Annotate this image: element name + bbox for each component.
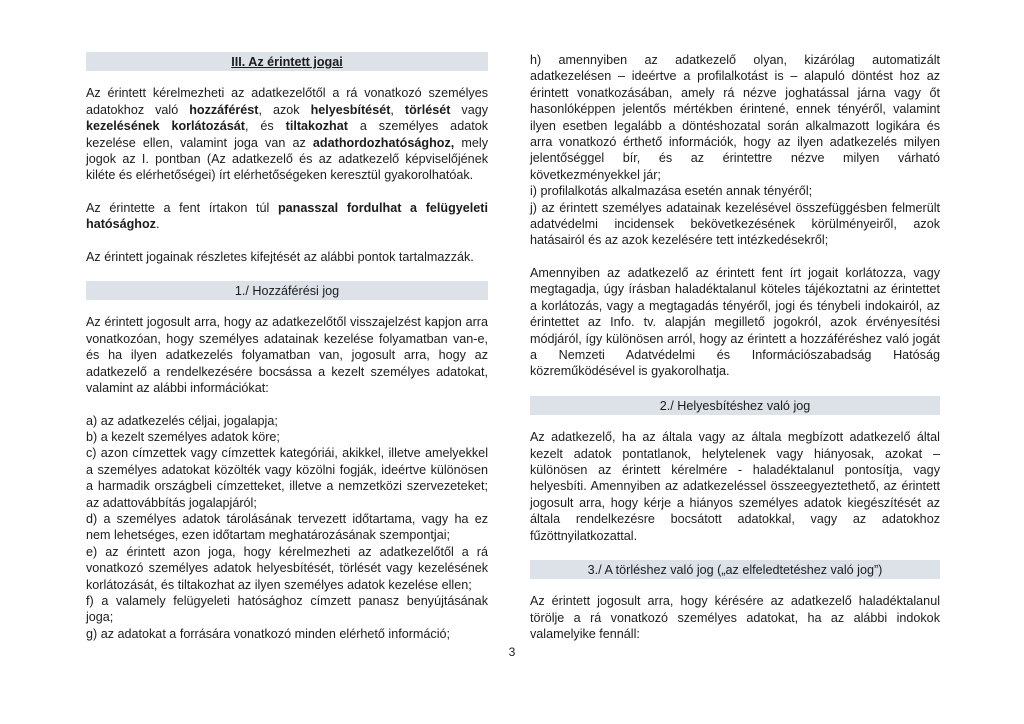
text-run: , azok bbox=[258, 102, 311, 117]
text-run: , és bbox=[244, 119, 286, 134]
bold-text-run: hozzáférést bbox=[189, 102, 259, 117]
text-run: vagy bbox=[450, 102, 488, 117]
list-item bbox=[86, 445, 488, 511]
list-item bbox=[530, 200, 940, 249]
list-item bbox=[530, 183, 940, 199]
list-item bbox=[530, 52, 940, 183]
list-item bbox=[86, 413, 488, 429]
list-item bbox=[86, 593, 488, 626]
text-run: c) azon címzettek vagy címzettek kategóriái, akikkel, illetve amelyekkel a személyes adatokat közölték vagy közölni fogják, ideértve különösen a harmadik országbeli címzetteket, illetve a nemzetközi szervezeteket; az adattovábbítás jogalapjáról; bbox=[86, 446, 488, 510]
section-heading: 3./ A törléshez való jog („az elfeledtetéshez való jog”) bbox=[530, 560, 940, 579]
text-run: a) az adatkezelés céljai, jogalapja; bbox=[86, 413, 278, 428]
text-run: a személyes adatok kezelése ellen, valamint joga van az bbox=[86, 119, 488, 150]
bold-text-run: törlését bbox=[404, 102, 451, 117]
list-item bbox=[86, 511, 488, 544]
text-run: Az érintett jogosult arra, hogy az adatkezelőtől visszajelzést kapjon arra vonatkozóan, hogy személyes adatainak kezelése folyamatban van-e, és ha ilyen adatkezelés folyamatban van, jogosult arra, hogy az adatkezelő a rendelkezésére bocsássa a kezelt személyes adatokat, valamint az alábbi információkat: bbox=[86, 315, 488, 396]
text-run: i) profilalkotás alkalmazása esetén annak tényéről; bbox=[530, 184, 813, 199]
right-column bbox=[530, 52, 940, 659]
text-run: d) a személyes adatok tárolásának tervezett időtartama, vagy ha ez nem lehetséges, ezen időtartam meghatározásának szempontjai; bbox=[86, 511, 488, 543]
page-number: 3 bbox=[508, 645, 516, 659]
text-run: j) az érintett személyes adatainak kezelésével összefüggésben felmerült adatvédelmi incidensek bekövetkezésének körülményeiről, azok hatásairól és az azok kezelésére tett intézkedésekről; bbox=[530, 200, 940, 248]
section-heading: III. Az érintett jogai bbox=[86, 52, 488, 71]
bold-text-run: panasszal fordulhat a felügyeleti hatósághoz bbox=[86, 200, 488, 232]
paragraph bbox=[86, 200, 488, 233]
section-heading: 2./ Helyesbítéshez való jog bbox=[530, 396, 940, 415]
left-column bbox=[86, 52, 488, 642]
text-run: Az érintett jogosult arra, hogy kérésére az adatkezelő haladéktalanul törölje a rá vonatkozó személyes adatokat, ha az alábbi indokok valamelyike fennáll: bbox=[530, 594, 940, 642]
text-run: h) amennyiben az adatkezelő olyan, kizárólag automatizált adatkezelésen – ideértve a profilalkotást is – alapuló döntést hoz az érintett vonatkozásában, amely rá nézve joghatással járna vagy őt hasonlóképpen jelentős mértékben érintené, ennek tényéről, valamint ilyen esetben legalább a döntéshozatal során alkalmazott logikára és arra vonatkozó érthető információk, hogy az ilyen adatkezelés milyen jelentőséggel bír, és az érintettre nézve milyen várható következményekkel jár; bbox=[530, 53, 940, 182]
paragraph bbox=[530, 593, 940, 642]
paragraph bbox=[530, 429, 940, 544]
text-run: g) az adatokat a forrására vonatkozó minden elérhető információ; bbox=[86, 626, 451, 641]
bold-text-run: tiltakozhat bbox=[285, 119, 348, 134]
list-item bbox=[86, 626, 488, 642]
bold-text-run: helyesbítését bbox=[310, 102, 391, 117]
text-run: , bbox=[390, 102, 405, 117]
text-run: Amennyiben az adatkezelő az érintett fent írt jogait korlátozza, vagy megtagadja, úgy írásban haladéktalanul köteles tájékoztatni az érintettet a korlátozás, vagy a megtagadás tényéről, jogi és ténybeli indokairól, az érintettet az Info. tv. alapján megillető jogokról, azok érvényesítési módjáról, így különösen arról, hogy az érintett a hozzáféréshez való jogát a Nemzeti Adatvédelmi és Információszabadság Hatóság közreműködésével is gyakorolhatja. bbox=[530, 265, 940, 379]
list-item bbox=[86, 429, 488, 445]
paragraph bbox=[530, 265, 940, 380]
paragraph bbox=[86, 314, 488, 396]
text-run: Az adatkezelő, ha az általa vagy az általa megbízott adatkezelő által kezelt adatok pontatlanok, helytelenek vagy hiányosak, azokat – különösen az érintett kérelmére - haladéktalanul pontosítja, vagy helyesbíti. Amennyiben az adatkezeléssel összeegyeztethető, az érintett jogosult arra, hogy kérje a hiányos személyes adatok kiegészítését az általa rendelkezésre bocsátott adatokkal, vagy az adatokhoz fűzöttnyilatkozattal. bbox=[530, 430, 940, 543]
text-run: mely jogok az I. pontban (Az adatkezelő és az adatkezelő képviselőjének kiléte és elérhetőségei) írt elérhetőségeken keresztül gyakorolhatóak. bbox=[86, 135, 488, 183]
paragraph bbox=[86, 249, 488, 265]
bold-text-run: adathordozhatósághoz, bbox=[312, 135, 455, 150]
paragraph bbox=[86, 85, 488, 183]
list-item bbox=[86, 544, 488, 593]
text-run: b) a kezelt személyes adatok köre; bbox=[86, 429, 280, 444]
text-run: Az érintett kérelmezheti az adatkezelőtől a rá vonatkozó személyes adatokhoz való bbox=[86, 86, 488, 117]
text-run: f) a valamely felügyeleti hatósághoz címzett panasz benyújtásának joga; bbox=[86, 593, 488, 625]
text-run: Az érintette a fent írtakon túl bbox=[86, 200, 278, 215]
text-run: . bbox=[155, 217, 160, 232]
section-heading: 1./ Hozzáférési jog bbox=[86, 281, 488, 300]
bold-text-run: kezelésének korlátozását bbox=[86, 119, 245, 134]
text-run: Az érintett jogainak részletes kifejtését az alábbi pontok tartalmazzák. bbox=[86, 249, 474, 264]
text-run: e) az érintett azon joga, hogy kérelmezheti az adatkezelőtől a rá vonatkozó személyes adatok helyesbítését, törlését vagy kezelésének korlátozását, és tiltakozhat az ilyen személyes adatok kezelése ellen; bbox=[86, 544, 488, 592]
